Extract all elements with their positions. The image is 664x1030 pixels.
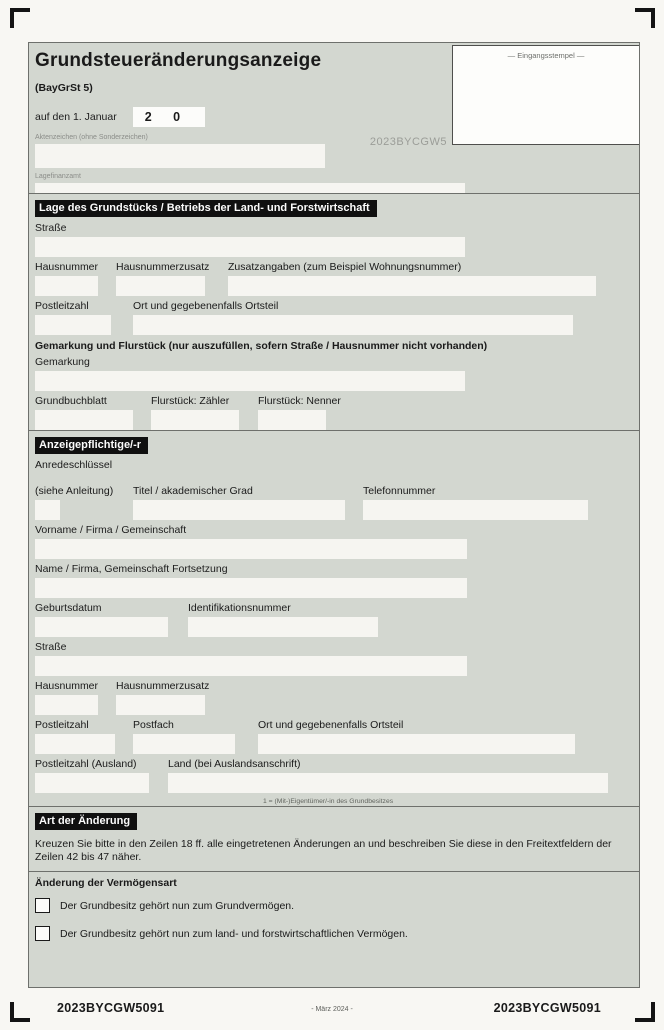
telefonnummer-label: Telefonnummer: [363, 485, 436, 497]
grundbuchblatt-label: Grundbuchblatt: [35, 395, 107, 407]
telefonnummer-field[interactable]: [363, 500, 588, 520]
flurstueck-zaehler-field[interactable]: [151, 410, 239, 430]
row-9: [35, 459, 631, 520]
section-anzeigepflichtige: [29, 431, 639, 807]
aktenzeichen-field[interactable]: [35, 144, 325, 168]
anzeige-hausnummer-field[interactable]: [35, 695, 98, 715]
row-4: [35, 222, 631, 257]
row-18: [35, 898, 631, 913]
eingangsstempel-label: — Eingangsstempel —: [507, 51, 585, 60]
row-5: [35, 261, 631, 296]
postleitzahl-field[interactable]: [35, 315, 111, 335]
anzeige-postleitzahl-label: Postleitzahl: [35, 719, 89, 731]
section-lage-heading: Lage des Grundstücks / Betriebs der Land- und Forstwirtschaft: [35, 200, 377, 217]
footer-code-left: 2023BYCGW5091: [57, 1001, 165, 1015]
crop-mark-top-right: [635, 8, 655, 28]
footer-code-right: 2023BYCGW5091: [493, 1001, 601, 1015]
zusatzangaben-field[interactable]: [228, 276, 596, 296]
row-19: [35, 926, 631, 941]
postfach-label: Postfach: [133, 719, 174, 731]
gemarkung-label: Gemarkung: [35, 356, 90, 368]
anredeschluessel-label-line1: Anredeschlüssel: [35, 459, 113, 471]
vermoegensart-subheading: Änderung der Vermögensart: [35, 877, 177, 889]
anzeige-hausnummer-label: Hausnummer: [35, 680, 99, 692]
geburtsdatum-field[interactable]: [35, 617, 168, 637]
strasse-field[interactable]: [35, 237, 465, 257]
row-16: [35, 758, 631, 793]
row-15: [35, 719, 631, 754]
section-divider: [29, 871, 639, 872]
name-fortsetzung-label: Name / Firma, Gemeinschaft Fortsetzung: [35, 563, 228, 575]
aktenzeichen-label: Aktenzeichen (ohne Sonderzeichen): [35, 134, 148, 141]
zusatzangaben-label: Zusatzangaben (zum Beispiel Wohnungsnummer): [228, 261, 462, 273]
titel-label: Titel / akademischer Grad: [133, 485, 253, 497]
anredeschluessel-label-line2: (siehe Anleitung): [35, 485, 114, 497]
lf-vermoegen-label: Der Grundbesitz gehört nun zum land- und forstwirtschaftlichen Vermögen.: [60, 927, 408, 940]
row-1: [35, 107, 631, 127]
flurstueck-zaehler-label: Flurstück: Zähler: [151, 395, 230, 407]
section-header: [29, 43, 639, 194]
row-10: [35, 524, 631, 559]
row-12: [35, 602, 631, 637]
row-13: [35, 641, 631, 676]
hausnummerzusatz-field[interactable]: [116, 276, 205, 296]
row-14: [35, 680, 631, 715]
anzeige-strasse-field[interactable]: [35, 656, 467, 676]
eigentuemer-code-legend: [263, 797, 550, 807]
row-11: [35, 563, 631, 598]
vorname-field[interactable]: [35, 539, 467, 559]
grundbuchblatt-field[interactable]: [35, 410, 133, 430]
legend-line-1: 1 = (Mit-)Eigentümer/-in des Grundbesitzes: [263, 798, 394, 805]
row-2: [35, 133, 631, 168]
gemarkung-subheading: Gemarkung und Flurstück (nur auszufüllen, sofern Straße / Hausnummer nicht vorhanden): [35, 340, 488, 352]
postleitzahl-ausland-field[interactable]: [35, 773, 149, 793]
vorname-label: Vorname / Firma / Gemeinschaft: [35, 524, 187, 536]
row-8: [35, 395, 631, 430]
jahr-field[interactable]: 2 0: [133, 107, 205, 127]
titel-field[interactable]: [133, 500, 345, 520]
land-label: Land (bei Auslandsanschrift): [168, 758, 301, 770]
anzeige-postleitzahl-field[interactable]: [35, 734, 115, 754]
footer-date: - März 2024 -: [311, 1006, 353, 1013]
identifikationsnummer-label: Identifikationsnummer: [188, 602, 291, 614]
geburtsdatum-label: Geburtsdatum: [35, 602, 102, 614]
row-6: [35, 300, 631, 335]
name-fortsetzung-field[interactable]: [35, 578, 467, 598]
row-7: [35, 356, 631, 391]
section-art-der-aenderung: [29, 807, 639, 987]
hausnummer-label: Hausnummer: [35, 261, 99, 273]
postfach-field[interactable]: [133, 734, 235, 754]
identifikationsnummer-field[interactable]: [188, 617, 378, 637]
eingangsstempel-box: [452, 45, 639, 145]
postleitzahl-ausland-label: Postleitzahl (Ausland): [35, 758, 137, 770]
anzeige-strasse-label: Straße: [35, 641, 67, 653]
section-lage: [29, 194, 639, 431]
gemarkung-field[interactable]: [35, 371, 465, 391]
crop-mark-top-left: [10, 8, 30, 28]
anzeige-hausnummerzusatz-label: Hausnummerzusatz: [116, 680, 210, 692]
land-field[interactable]: [168, 773, 608, 793]
ort-label: Ort und gegebenenfalls Ortsteil: [133, 300, 279, 312]
strasse-label: Straße: [35, 222, 67, 234]
hausnummer-field[interactable]: [35, 276, 98, 296]
section-anzeigepflichtige-heading: Anzeigepflichtige/-r: [35, 437, 148, 454]
anzeige-hausnummerzusatz-field[interactable]: [116, 695, 205, 715]
lagefinanzamt-field[interactable]: [35, 183, 465, 194]
row-17: [35, 797, 631, 807]
section-art-heading: Art der Änderung: [35, 813, 137, 830]
anzeige-ort-label: Ort und gegebenenfalls Ortsteil: [258, 719, 404, 731]
flurstueck-nenner-field[interactable]: [258, 410, 326, 430]
jahr-label: auf den 1. Januar: [35, 110, 117, 123]
art-intro-text: Kreuzen Sie bitte in den Zeilen 18 ff. alle eingetretenen Änderungen an und beschreiben Sie diese in den Freitextfeldern der Zeilen 42 bis 47 näher.: [35, 838, 612, 863]
form-body: [28, 42, 640, 988]
form-code: (BayGrSt 5): [35, 82, 93, 94]
lagefinanzamt-label: Lagefinanzamt: [35, 173, 81, 180]
grundvermoegen-checkbox[interactable]: [35, 898, 50, 913]
form-watermark: 2023BYCGW5: [369, 136, 447, 148]
flurstueck-nenner-label: Flurstück: Nenner: [258, 395, 341, 407]
grundvermoegen-label: Der Grundbesitz gehört nun zum Grundvermögen.: [60, 899, 295, 912]
anzeige-ort-field[interactable]: [258, 734, 575, 754]
row-3: [35, 172, 631, 194]
anredeschluessel-field[interactable]: [35, 500, 60, 520]
lf-vermoegen-checkbox[interactable]: [35, 926, 50, 941]
hausnummerzusatz-label: Hausnummerzusatz: [116, 261, 210, 273]
postleitzahl-label: Postleitzahl: [35, 300, 89, 312]
page-title: Grundsteueränderungsanzeige: [35, 50, 322, 71]
ort-field[interactable]: [133, 315, 573, 335]
